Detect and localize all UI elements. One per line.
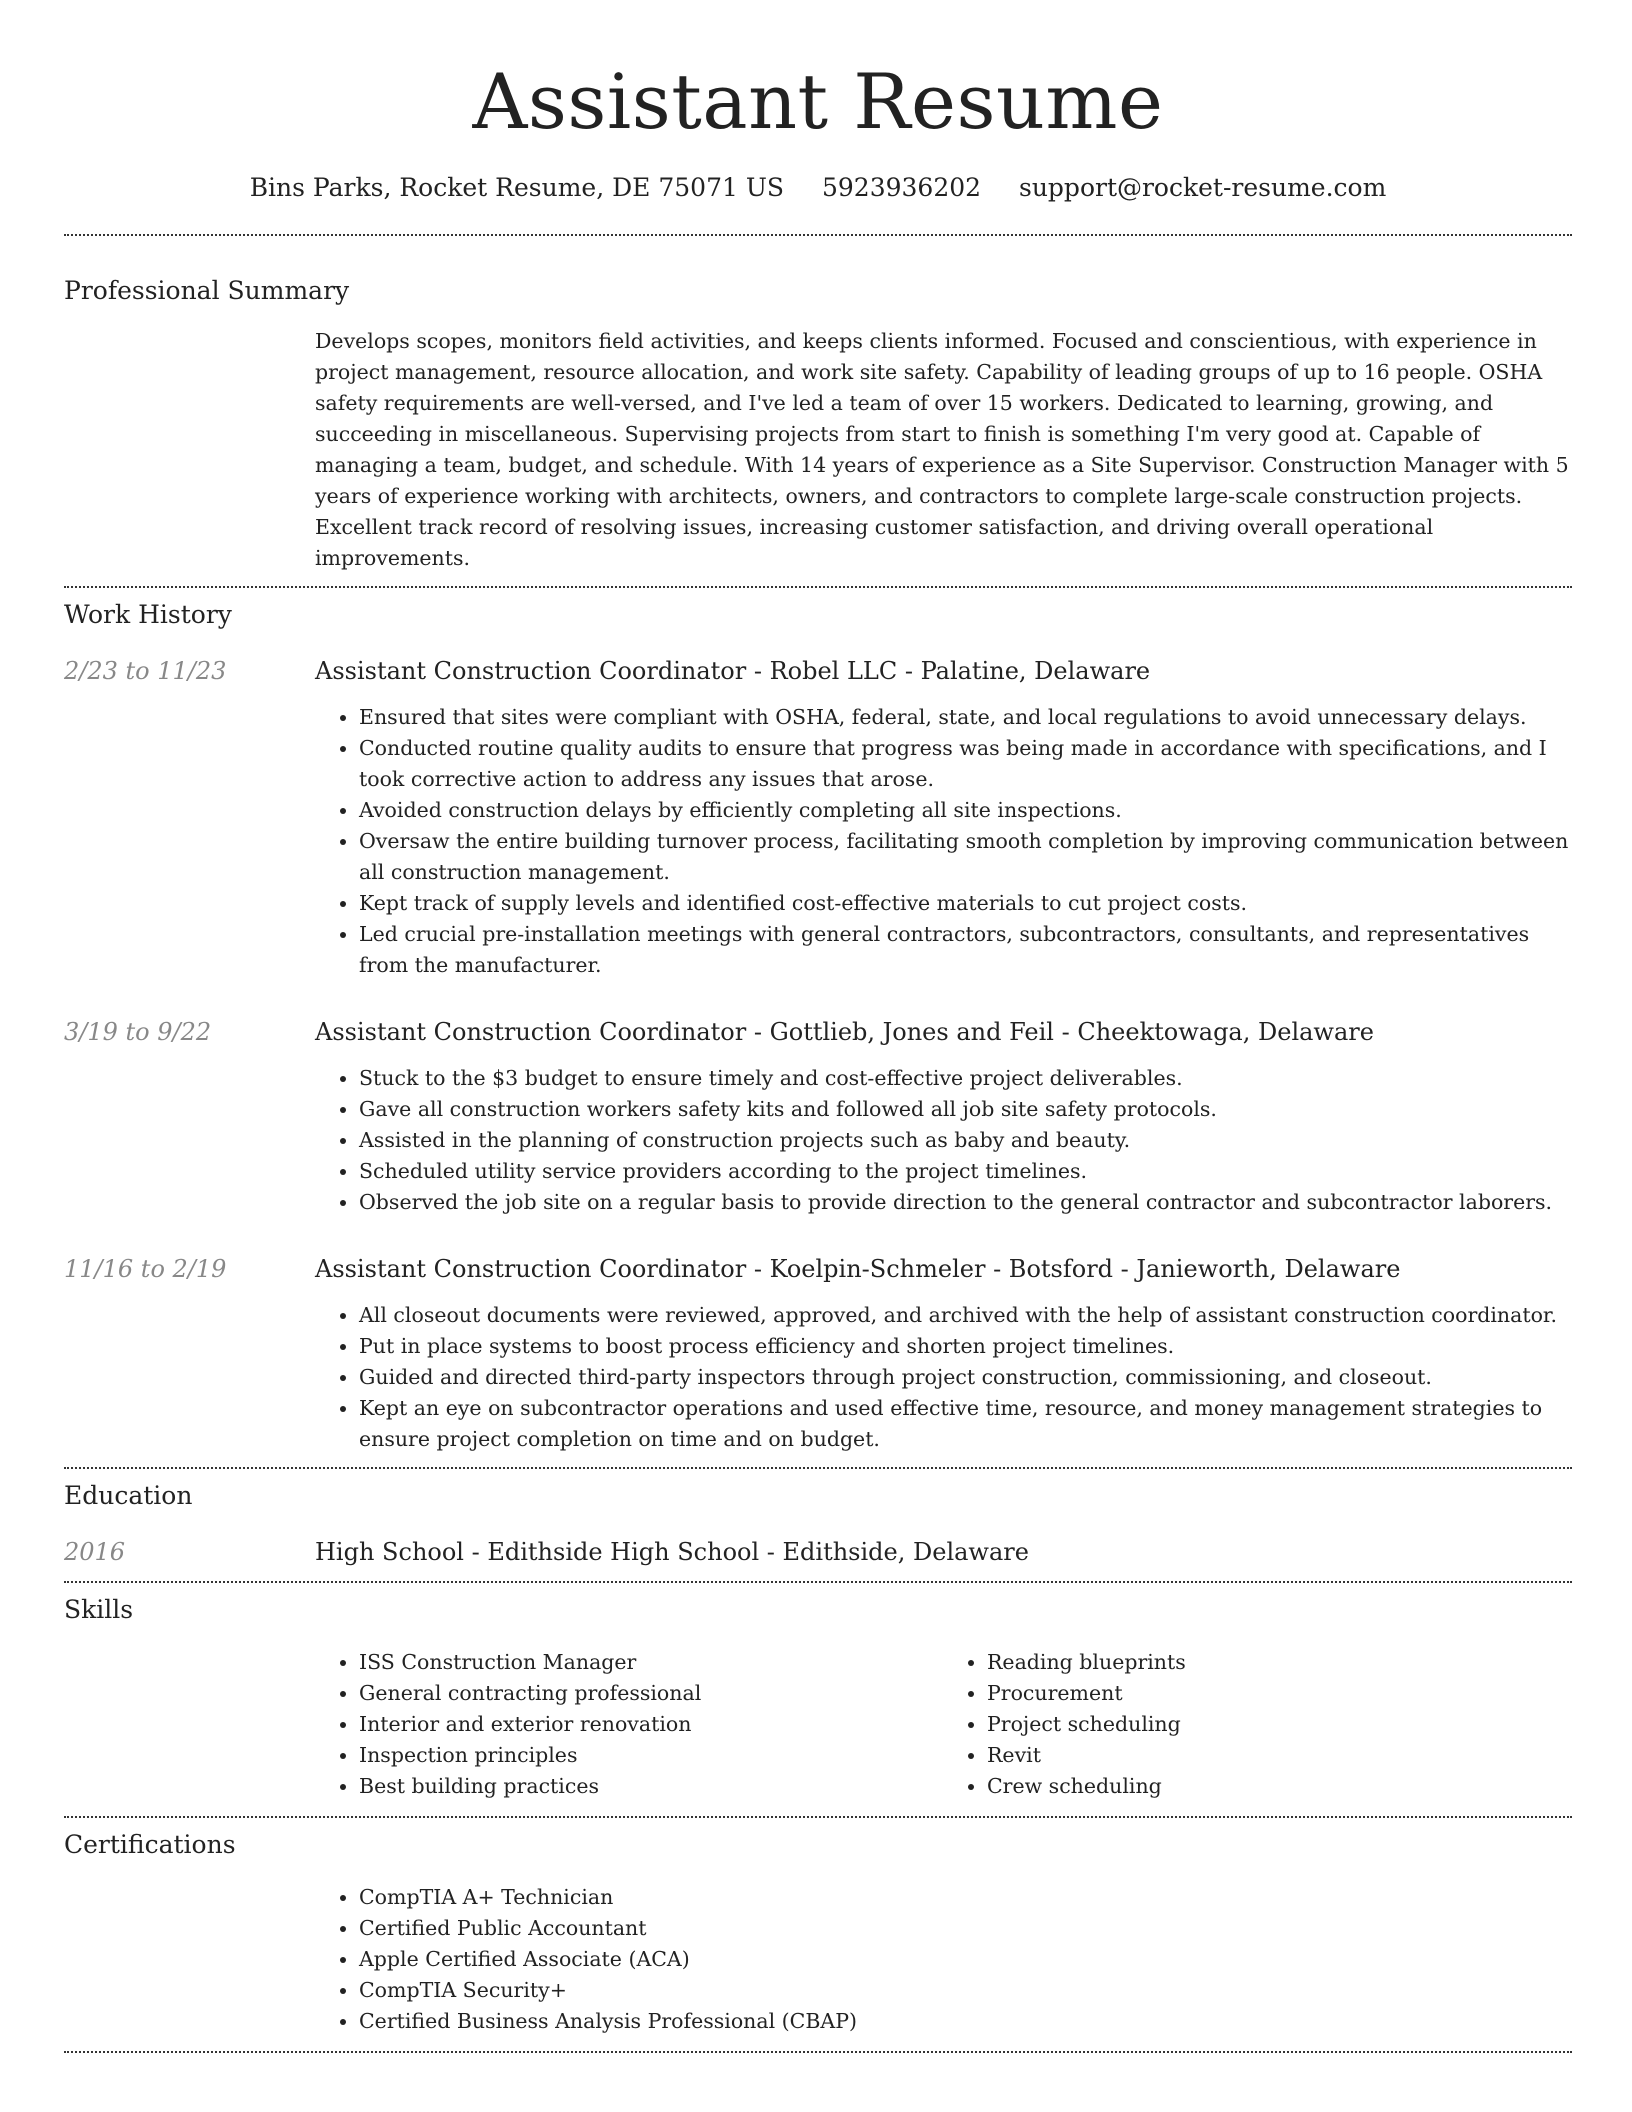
skills-section (64, 1583, 1572, 1816)
certification-item: • Certified Public Accountant (359, 1913, 1572, 1944)
education-heading: Education (64, 1481, 193, 1510)
job-entry (64, 1252, 1572, 1467)
job-bullets (315, 702, 1572, 981)
job-bullet: • Led crucial pre-installation meetings with general contractors, subcontractors, consultants, and representatives from the manufacturer. (359, 919, 1572, 981)
job-bullet: • Avoided construction delays by efficiently completing all site inspections. (359, 795, 1572, 826)
contact-email: support@rocket-resume.com (1019, 173, 1387, 202)
job-bullet: • Conducted routine quality audits to ensure that progress was being made in accordance with specifications, and I took corrective action to address any issues that arose. (359, 733, 1572, 795)
job-dates: 3/19 to 9/22 (64, 1018, 212, 1046)
education-year: 2016 (64, 1538, 126, 1566)
contact-line (64, 170, 1572, 206)
job-dates: 11/16 to 2/19 (64, 1255, 227, 1283)
resume-title: Assistant Resume (472, 57, 1164, 146)
job-bullet: • Ensured that sites were compliant with OSHA, federal, state, and local regulations to avoid unnecessary delays. (359, 702, 1572, 733)
certification-item: • CompTIA Security+ (359, 1975, 1572, 2006)
skill-item: • ISS Construction Manager (359, 1647, 929, 1678)
job-dates: 2/23 to 11/23 (64, 657, 227, 685)
divider (64, 2051, 1572, 2053)
summary-section (64, 236, 1572, 586)
contact-phone: 5923936202 (821, 173, 982, 202)
job-bullet: • Oversaw the entire building turnover process, facilitating smooth completion by improving communication between all construction management. (359, 826, 1572, 888)
job-entry (64, 654, 1572, 981)
certification-item: • Certified Business Analysis Professional (CBAP) (359, 2006, 1572, 2037)
skill-item: • Inspection principles (359, 1740, 929, 1771)
skills-list-left (315, 1647, 929, 1802)
work-history-heading: Work History (64, 600, 232, 629)
job-bullet: • Put in place systems to boost process efficiency and shorten project timelines. (359, 1331, 1572, 1362)
certifications-heading: Certifications (64, 1830, 236, 1859)
contact-address: Bins Parks, Rocket Resume, DE 75071 US (249, 173, 785, 202)
certification-item: • Apple Certified Associate (ACA) (359, 1944, 1572, 1975)
skill-item: • General contracting professional (359, 1678, 929, 1709)
job-bullet: • Observed the job site on a regular basis to provide direction to the general contractor and subcontractor laborers. (359, 1187, 1572, 1218)
resume-page (64, 0, 1572, 2053)
skill-item: • Best building practices (359, 1771, 929, 1802)
skill-item: • Crew scheduling (987, 1771, 1557, 1802)
skills-heading: Skills (64, 1595, 134, 1624)
certifications-section (64, 1818, 1572, 2051)
job-bullet: • Kept an eye on subcontractor operations and used effective time, resource, and money management strategies to ensure project completion on time and on budget. (359, 1393, 1572, 1455)
summary-text: Develops scopes, monitors field activities, and keeps clients informed. Focused and conscientious, with experience in project management, resource allocation, and work site safety. Capability of leading groups of up to 16 people. OSHA safety requirements are well-versed, and I've led a team of over 15 workers. Dedicated to learning, growing, and succeeding in miscellaneous. Supervising projects from start to finish is something I'm very good at. Capable of managing a team, budget, and schedule. With 14 years of experience as a Site Supervisor. Construction Manager with 5 years of experience working with architects, owners, and contractors to complete large-scale construction projects. Excellent track record of resolving issues, increasing customer satisfaction, and driving overall operational improvements. (315, 329, 1569, 570)
job-bullets (315, 1063, 1572, 1218)
job-bullet: • Guided and directed third-party inspectors through project construction, commissioning, and closeout. (359, 1362, 1572, 1393)
job-bullet: • Stuck to the $3 budget to ensure timely and cost-effective project deliverables. (359, 1063, 1572, 1094)
skill-item: • Procurement (987, 1678, 1557, 1709)
certifications-list (315, 1882, 1572, 2037)
education-section (64, 1469, 1572, 1581)
work-history-section (64, 588, 1572, 1467)
job-bullet: • Assisted in the planning of construction projects such as baby and beauty. (359, 1125, 1572, 1156)
job-bullet: • All closeout documents were reviewed, approved, and archived with the help of assistant construction coordinator. (359, 1300, 1572, 1331)
job-bullet: • Scheduled utility service providers according to the project timelines. (359, 1156, 1572, 1187)
certification-item: • CompTIA A+ Technician (359, 1882, 1572, 1913)
job-bullet: • Kept track of supply levels and identified cost-effective materials to cut project costs. (359, 888, 1572, 919)
job-title: Assistant Construction Coordinator - Robel LLC - Palatine, Delaware (315, 657, 1151, 685)
job-bullet: • Gave all construction workers safety kits and followed all job site safety protocols. (359, 1094, 1572, 1125)
skill-item: • Interior and exterior renovation (359, 1709, 929, 1740)
skill-item: • Reading blueprints (987, 1647, 1557, 1678)
job-title: Assistant Construction Coordinator - Koelpin-Schmeler - Botsford - Janieworth, Delaware (315, 1255, 1401, 1283)
education-entry: High School - Edithside High School - Edithside, Delaware (315, 1538, 1029, 1566)
skills-list-right (929, 1647, 1557, 1802)
job-entry (64, 1015, 1572, 1218)
skill-item: • Project scheduling (987, 1709, 1557, 1740)
job-title: Assistant Construction Coordinator - Gottlieb, Jones and Feil - Cheektowaga, Delaware (315, 1018, 1374, 1046)
skill-item: • Revit (987, 1740, 1557, 1771)
job-bullets (315, 1300, 1572, 1455)
summary-heading: Professional Summary (64, 276, 350, 305)
